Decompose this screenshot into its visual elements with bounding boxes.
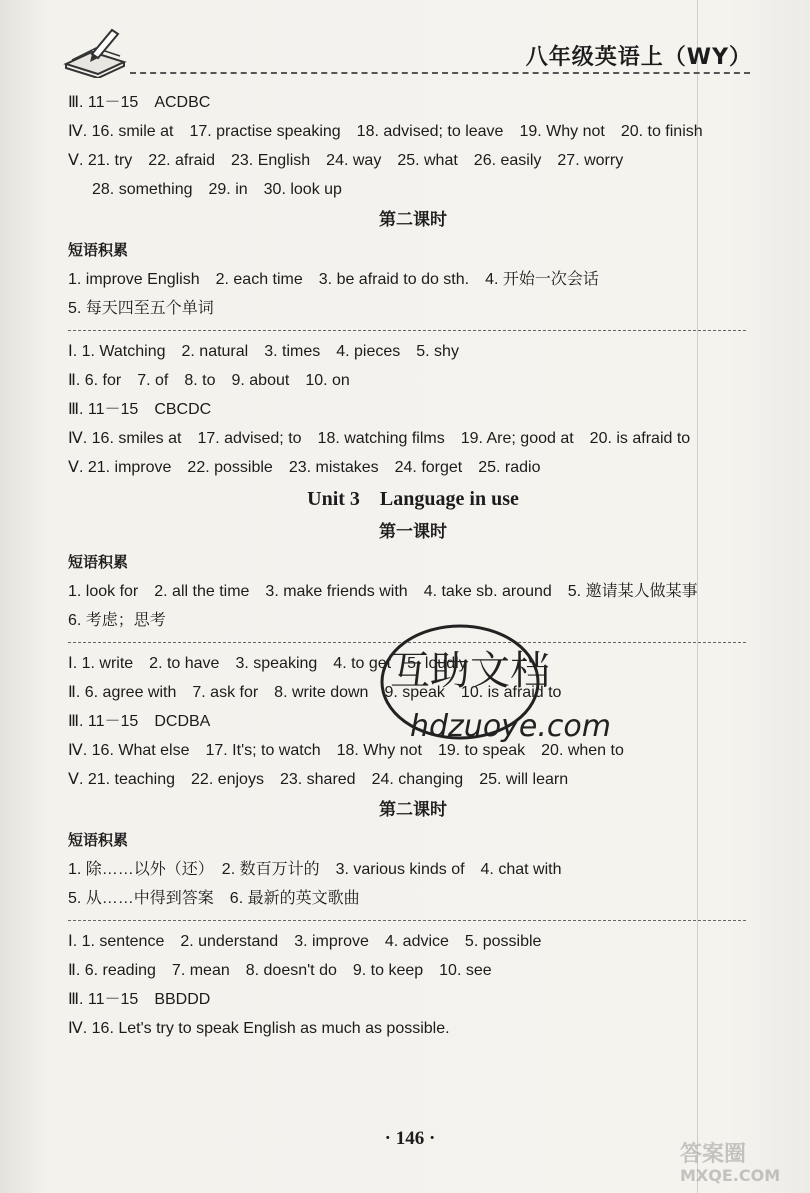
page-header <box>0 0 810 82</box>
unit-heading: Unit 3 Language in use <box>307 488 519 510</box>
section-label: 短语积累 <box>68 241 129 259</box>
answer-line: Ⅲ. 11－15 DCDBA <box>68 713 211 730</box>
header-dashed-rule <box>130 72 750 74</box>
answer-line: Ⅰ. 1. sentence 2. understand 3. improve 4. advice 5. possible <box>68 933 542 950</box>
answer-line: 5. 从……中得到答案 6. 最新的英文歌曲 <box>68 890 360 907</box>
answer-content <box>68 88 758 1043</box>
answer-line: 1. 除……以外（还） 2. 数百万计的 3. various kinds of 4. chat with <box>68 861 562 878</box>
answer-line: Ⅴ. 21. try 22. afraid 23. English 24. way 25. what 26. easily 27. worry <box>68 152 624 169</box>
answer-line: 28. something 29. in 30. look up <box>92 181 342 198</box>
dashed-divider <box>68 323 758 337</box>
answer-line: Ⅳ. 16. smiles at 17. advised; to 18. watching films 19. Are; good at 20. is afraid to <box>68 430 691 447</box>
dashed-divider <box>68 913 758 927</box>
corner-site-watermark <box>672 1135 802 1185</box>
answer-line: 5. 每天四至五个单词 <box>68 300 214 317</box>
lesson-heading: 第一课时 <box>379 522 447 542</box>
answer-line: Ⅰ. 1. write 2. to have 3. speaking 4. to get 5. loudly <box>68 655 467 672</box>
answer-line: Ⅱ. 6. for 7. of 8. to 9. about 10. on <box>68 372 350 389</box>
answer-line: Ⅱ. 6. reading 7. mean 8. doesn't do 9. to keep 10. see <box>68 962 492 979</box>
answer-line: 6. 考虑；思考 <box>68 612 166 629</box>
watermark-chinese: 互助文档 <box>390 648 550 694</box>
book-title: 八年级英语上（WY） <box>525 45 752 70</box>
section-label: 短语积累 <box>68 553 129 571</box>
book-pencil-logo-icon <box>62 24 134 78</box>
answer-line: Ⅳ. 16. Let's try to speak English as much as possible. <box>68 1020 450 1037</box>
corner-watermark-text: 答案圈 <box>680 1142 747 1167</box>
corner-watermark-url: MXQE.COM <box>680 1166 781 1185</box>
answer-line: Ⅱ. 6. agree with 7. ask for 8. write down 9. speak 10. is afraid to <box>68 684 562 701</box>
answer-line: Ⅲ. 11－15 CBCDC <box>68 401 212 418</box>
answer-line: Ⅲ. 11－15 ACDBC <box>68 94 211 111</box>
answer-line: Ⅳ. 16. What else 17. It's; to watch 18. Why not 19. to speak 20. when to <box>68 742 624 759</box>
answer-line: Ⅲ. 11－15 BBDDD <box>68 991 211 1008</box>
answer-line: Ⅴ. 21. improve 22. possible 23. mistakes 24. forget 25. radio <box>68 459 541 476</box>
answer-line: 1. improve English 2. each time 3. be afraid to do sth. 4. 开始一次会话 <box>68 271 599 288</box>
answer-line: Ⅰ. 1. Watching 2. natural 3. times 4. pieces 5. shy <box>68 343 459 360</box>
answer-line: 1. look for 2. all the time 3. make friends with 4. take sb. around 5. 邀请某人做某事 <box>68 583 698 600</box>
watermark-url: hdzuoye.com <box>410 709 611 744</box>
answer-line: Ⅳ. 16. smile at 17. practise speaking 18. advised; to leave 19. Why not 20. to finish <box>68 123 703 140</box>
lesson-heading: 第二课时 <box>379 210 447 230</box>
lesson-heading: 第二课时 <box>379 800 447 820</box>
section-label: 短语积累 <box>68 831 129 849</box>
answer-line: Ⅴ. 21. teaching 22. enjoys 23. shared 24. changing 25. will learn <box>68 771 569 788</box>
dashed-divider <box>68 635 758 649</box>
page-number: · 146 · <box>384 1128 436 1149</box>
